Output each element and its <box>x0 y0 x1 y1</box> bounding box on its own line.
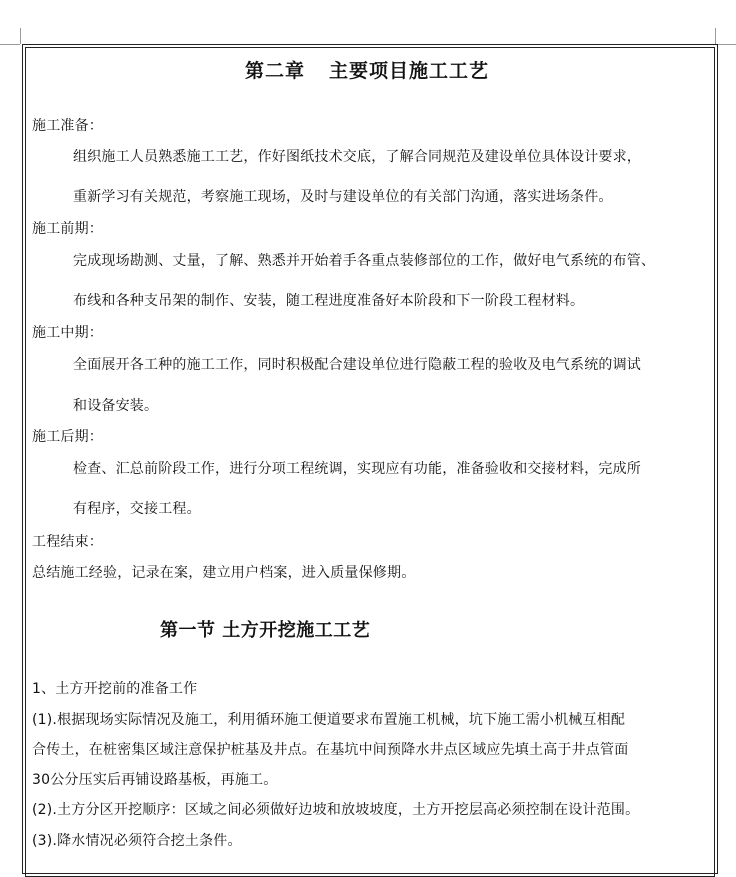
phase-text: 布线和各种支吊架的制作、安装，随工程进度准备好本阶段和下一阶段工程材料。 <box>73 293 585 309</box>
phase-text: 有程序，交接工程。 <box>73 501 201 517</box>
section-heading: 第一节 土方开挖施工工艺 <box>160 620 371 641</box>
crop-mark <box>20 28 21 44</box>
phase-text: 检查、汇总前阶段工作，进行分项工程统调，实现应有功能，准备验收和交接材料，完成所 <box>73 461 641 477</box>
list-item: (1).根据现场实际情况及施工，利用循环施工便道要求布置施工机械，坑下施工需小机械互相配 <box>32 712 626 728</box>
chapter-heading <box>245 59 489 83</box>
phase-text: 总结施工经验，记录在案，建立用户档案，进入质量保修期。 <box>32 565 416 581</box>
list-item: (2).土方分区开挖顺序：区域之间必须做好边坡和放坡坡度，土方开挖层高必须控制在设计范围。 <box>32 802 640 818</box>
phase-text: 组织施工人员熟悉施工工艺，作好图纸技术交底，了解合同规范及建设单位具体设计要求， <box>73 149 641 165</box>
crop-mark <box>716 44 736 45</box>
crop-mark <box>715 28 716 44</box>
phase-text: 和设备安装。 <box>73 398 159 414</box>
list-item: 合传土，在桩密集区域注意保护桩基及井点。在基坑中间预降水井点区域应先填土高于井点管面 <box>32 742 629 758</box>
chapter-title: 主要项目施工工艺 <box>329 60 490 82</box>
phase-text: 重新学习有关规范，考察施工现场，及时与建设单位的有关部门沟通，落实进场条件。 <box>73 189 613 205</box>
phase-label: 工程结束： <box>32 534 103 550</box>
list-item: (3).降水情况必须符合挖土条件。 <box>32 833 242 849</box>
crop-mark <box>0 44 20 45</box>
list-item: 1、土方开挖前的准备工作 <box>32 681 198 697</box>
phase-label: 施工中期： <box>32 325 103 341</box>
phase-label: 施工后期： <box>32 429 103 445</box>
phase-text: 完成现场勘测、丈量，了解、熟悉并开始着手各重点装修部位的工作，做好电气系统的布管、 <box>73 253 656 269</box>
phase-label: 施工准备： <box>32 118 103 134</box>
list-item: 30公分压实后再铺设路基板，再施工。 <box>32 772 278 788</box>
phase-text: 全面展开各工种的施工工作，同时积极配合建设单位进行隐蔽工程的验收及电气系统的调试 <box>73 357 641 373</box>
phase-label: 施工前期： <box>32 221 103 237</box>
chapter-number: 第二章 <box>245 60 306 82</box>
